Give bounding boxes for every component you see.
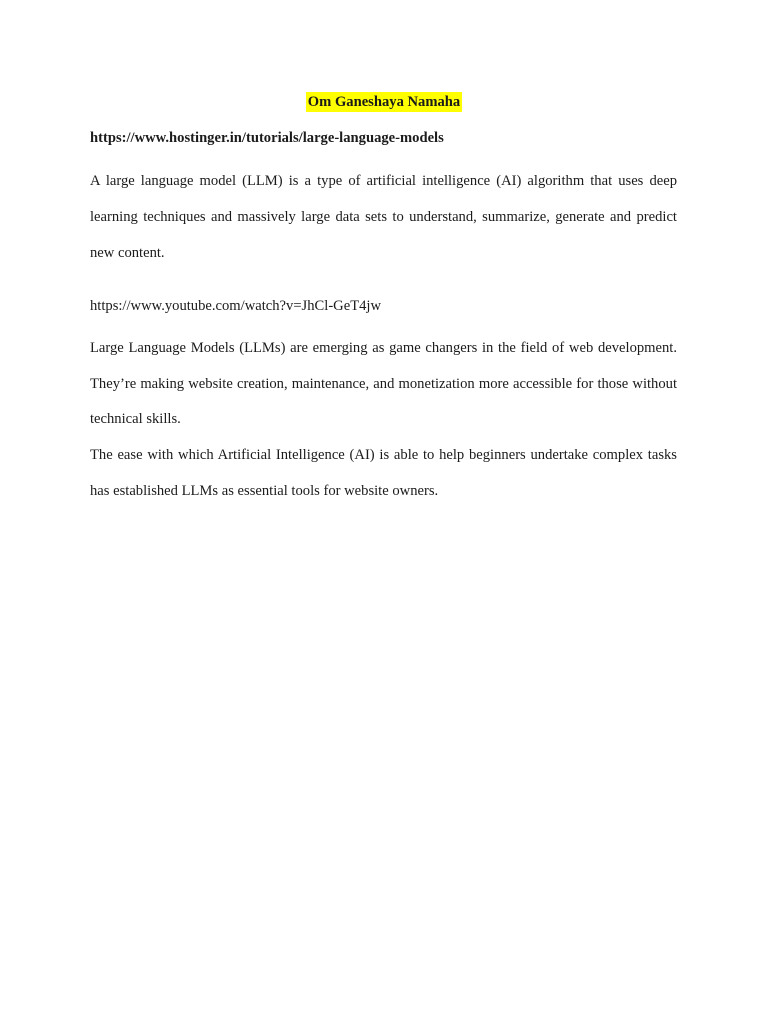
youtube-link[interactable]: https://www.youtube.com/watch?v=JhCl-GeT4jw bbox=[90, 298, 382, 314]
paragraph-web-development: Large Language Models (LLMs) are emerging as game changers in the field of web development. They’re making website creation, maintenance, and monetization more accessible for those without technical skills. bbox=[90, 340, 677, 427]
page-title: Om Ganeshaya Namaha bbox=[307, 94, 461, 110]
hostinger-link[interactable]: https://www.hostinger.in/tutorials/large-language-models bbox=[90, 130, 444, 146]
paragraph-llm-definition: A large language model (LLM) is a type of artificial intelligence (AI) algorithm that uses deep learning techniques and massively large data sets to understand, summarize, generate and predict new content. bbox=[90, 173, 677, 261]
title-line bbox=[0, 92, 768, 112]
paragraph-website-owners: The ease with which Artificial Intelligence (AI) is able to help beginners undertake complex tasks has established LLMs as essential tools for website owners. bbox=[90, 447, 677, 499]
